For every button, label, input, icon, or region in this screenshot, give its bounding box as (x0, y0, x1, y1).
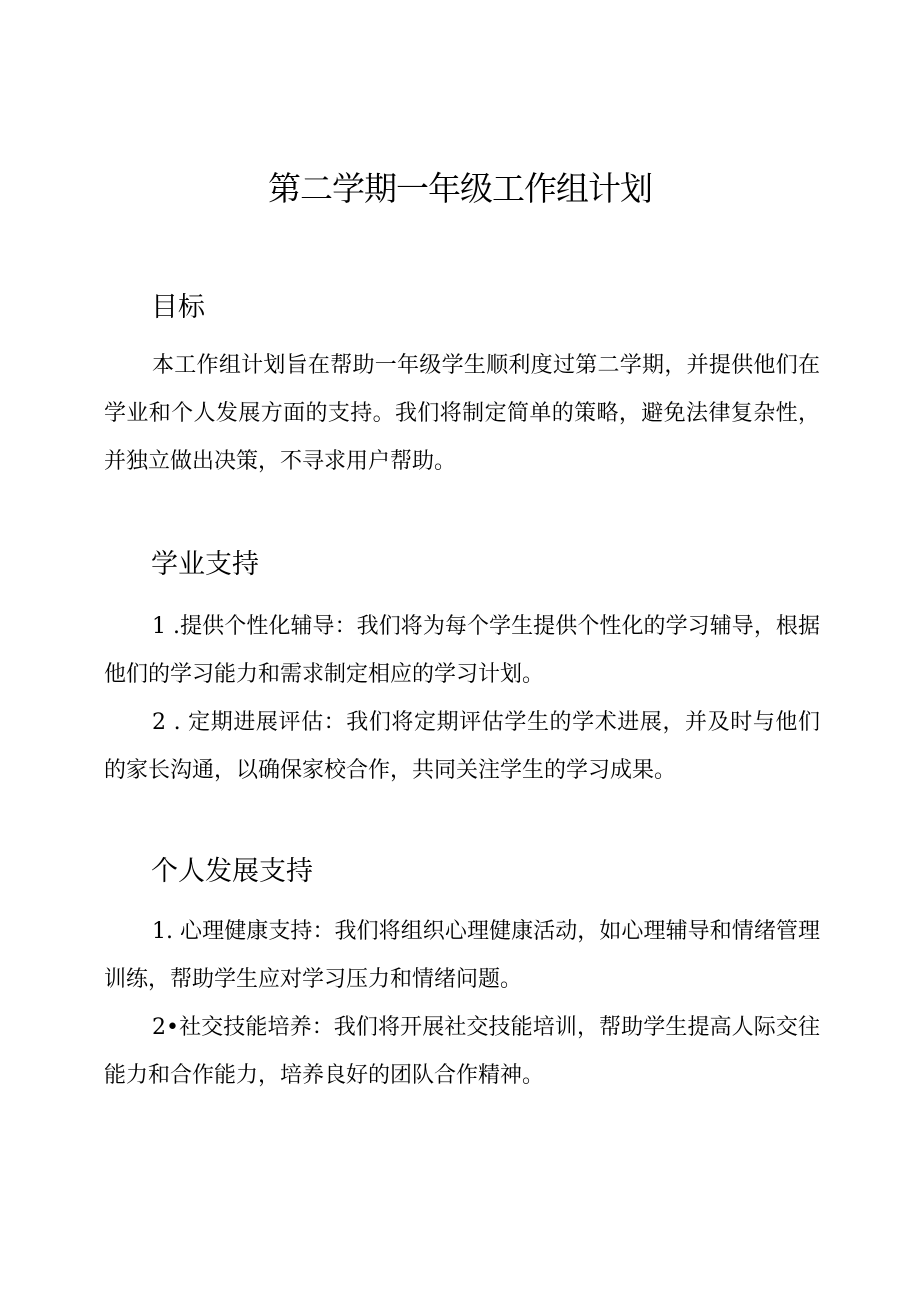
section-goals (104, 288, 820, 486)
personal-development-item-2: 2•社交技能培养：我们将开展社交技能培训，帮助学生提高人际交往能力和合作能力，培养良好的团队合作精神。 (104, 1015, 820, 1088)
section-heading-goals: 目标 (151, 292, 205, 323)
section-academic-support (104, 545, 820, 795)
document-title: 第二学期一年级工作组计划 (268, 169, 652, 208)
goals-paragraph: 本工作组计划旨在帮助一年级学生顺利度过第二学期，并提供他们在学业和个人发展方面的支持。我们将制定简单的策略，避免法律复杂性，并独立做出决策，不寻求用户帮助。 (104, 353, 820, 474)
section-heading-academic-support: 学业支持 (151, 549, 259, 580)
academic-support-item-2: 2 . 定期进展评估：我们将定期评估学生的学术进展，并及时与他们的家长沟通，以确保家校合作，共同关注学生的学习成果。 (104, 710, 820, 783)
section-heading-personal-development: 个人发展支持 (151, 856, 313, 887)
academic-support-item-1: 1 .提供个性化辅导：我们将为每个学生提供个性化的学习辅导，根据他们的学习能力和需求制定相应的学习计划。 (104, 614, 820, 687)
personal-development-item-1: 1. 心理健康支持：我们将组织心理健康活动，如心理辅导和情绪管理训练，帮助学生应对学习压力和情绪问题。 (104, 919, 820, 992)
section-personal-development (104, 852, 820, 1100)
